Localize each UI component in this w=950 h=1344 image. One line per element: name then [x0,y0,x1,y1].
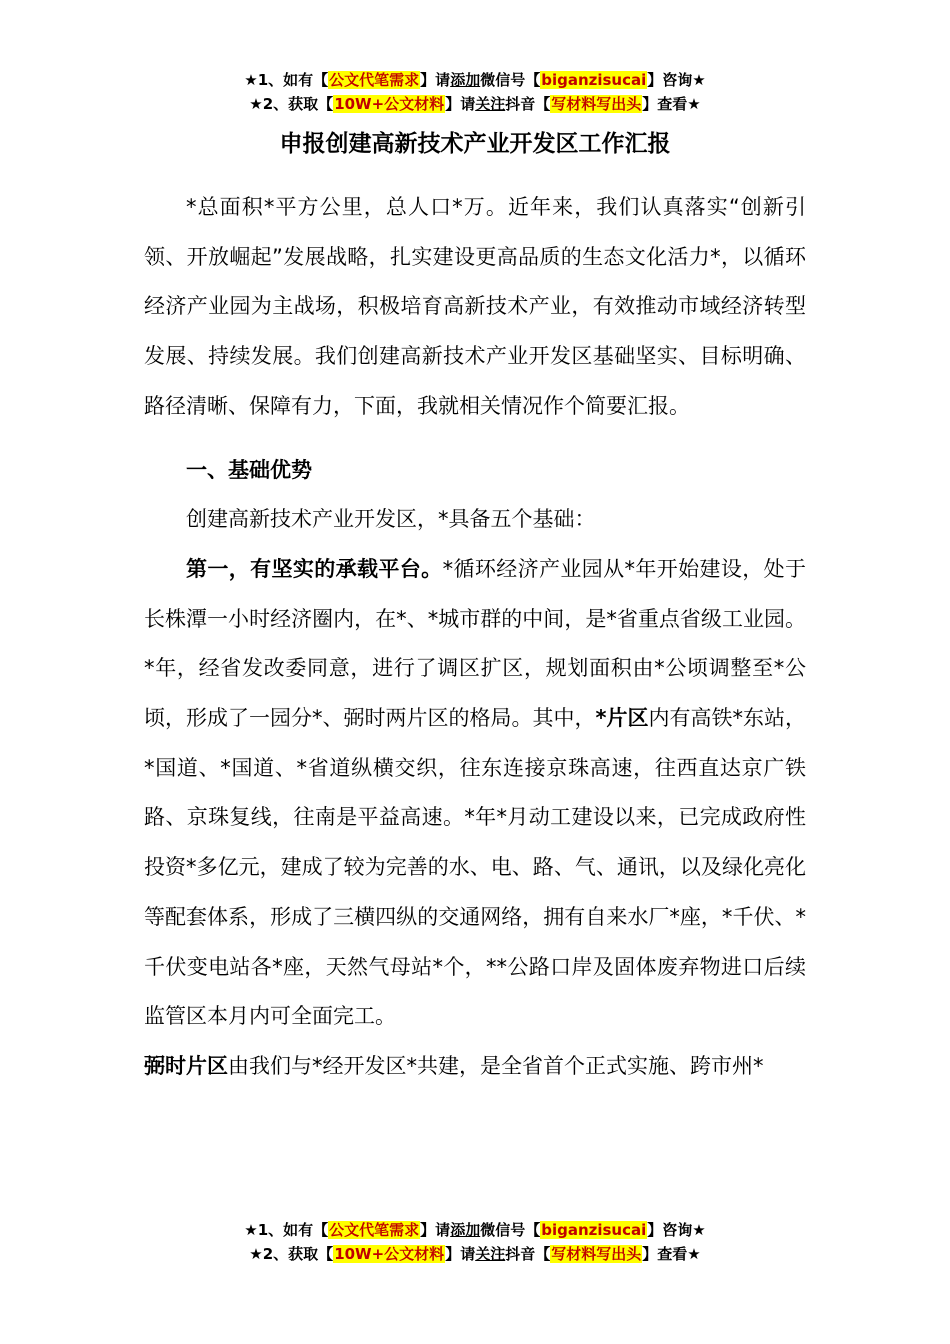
banner-line-2 [0,92,950,116]
banner-highlight-materials: 10W+公文材料 [334,95,445,113]
bottom-banner [0,1218,950,1266]
point-1-text-c: 由我们与*经开发区*共建，是全省首个正式实施、跨市州* [228,1053,764,1078]
banner-underline-follow: 关注 [475,95,506,113]
bottom-banner-highlight-materials: 10W+公文材料 [334,1245,445,1263]
section-1-lead: 创建高新技术产业开发区，*具备五个基础： [186,507,596,532]
bottom-banner-line-2-mid: 】请 [445,1245,476,1263]
document-title: 申报创建高新技术产业开发区工作汇报 [279,131,671,157]
bottom-banner-highlight-ghostwriting: 公文代笔需求 [329,1221,420,1239]
bottom-banner-underline-add: 添加 [450,1221,481,1239]
top-banner [0,68,950,116]
banner-line-1 [0,68,950,92]
bottom-banner-line-2-prefix: ★2、获取【 [249,1245,334,1263]
banner-highlight-ghostwriting: 公文代笔需求 [329,71,420,89]
point-1-paragraph [144,545,806,1042]
bottom-banner-line-1 [0,1218,950,1242]
bottom-banner-line-2-mid2: 抖音【 [505,1245,551,1263]
bottom-banner-line-1-mid2: 微信号【 [480,1221,541,1239]
banner-highlight-wechat-id: biganzisucai [541,71,647,89]
banner-line-1-suffix: 】咨询★ [647,71,706,89]
banner-line-2-mid: 】请 [445,95,476,113]
point-1-text-a: *循环经济产业园从*年开始建设，处于长株潭一小时经济圈内，在*、*城市群的中间，是*省重点省级工业园。*年，经省发改委同意，进行了调区扩区，规划面积由*公顷调整至*公顷，形成了一园分*、弼时两片区的格局。其中， [144,556,807,731]
banner-line-2-prefix: ★2、获取【 [249,95,334,113]
section-1-heading: 一、基础优势 [186,457,312,482]
banner-underline-add: 添加 [450,71,481,89]
banner-line-2-suffix: 】查看★ [642,95,701,113]
bottom-banner-line-1-mid: 】请 [420,1221,451,1239]
bottom-banner-line-2 [0,1242,950,1266]
banner-line-1-mid2: 微信号【 [480,71,541,89]
bottom-banner-highlight-wechat-id: biganzisucai [541,1221,647,1239]
document-body [144,183,806,1092]
bottom-banner-underline-follow: 关注 [475,1245,506,1263]
point-1-text-b: 内有高铁*东站，*国道、*国道、*省道纵横交织，往东连接京珠高速，往西直达京广铁路、京珠复线，往南是平益高速。*年*月动工建设以来，已完成政府性投资*多亿元，建成了较为完善的水、电、路、气、通讯，以及绿化亮化等配套体系，形成了三横四纵的交通网络，拥有自来水厂*座，*千伏、*千伏变电站各*座，天然气母站*个，**公路口岸及固体废弃物进口后续监管区本月内可全面完工。 [144,706,807,1029]
banner-line-1-mid: 】请 [420,71,451,89]
point-1-emphasis-b: *片区 [595,706,649,731]
banner-line-1-prefix: ★1、如有【 [244,71,329,89]
bottom-banner-line-2-suffix: 】查看★ [642,1245,701,1263]
point-1-continuation [144,1042,806,1092]
intro-paragraph: *总面积*平方公里，总人口*万。近年来，我们认真落实“创新引领、开放崛起”发展战略，扎实建设更高品质的生态文化活力*，以循环经济产业园为主战场，积极培育高新技术产业，有效推动市域经济转型发展、持续发展。我们创建高新技术产业开发区基础坚实、目标明确、路径清晰、保障有力，下面，我就相关情况作个简要汇报。 [144,195,806,418]
banner-highlight-douyin-id: 写材料写出头 [551,95,642,113]
point-1-emphasis-c: 弼时片区 [144,1053,228,1078]
bottom-banner-line-1-suffix: 】咨询★ [647,1221,706,1239]
banner-line-2-mid2: 抖音【 [505,95,551,113]
bottom-banner-highlight-douyin-id: 写材料写出头 [551,1245,642,1263]
bottom-banner-line-1-prefix: ★1、如有【 [244,1221,329,1239]
point-1-heading: 第一，有坚实的承载平台。 [186,556,443,581]
